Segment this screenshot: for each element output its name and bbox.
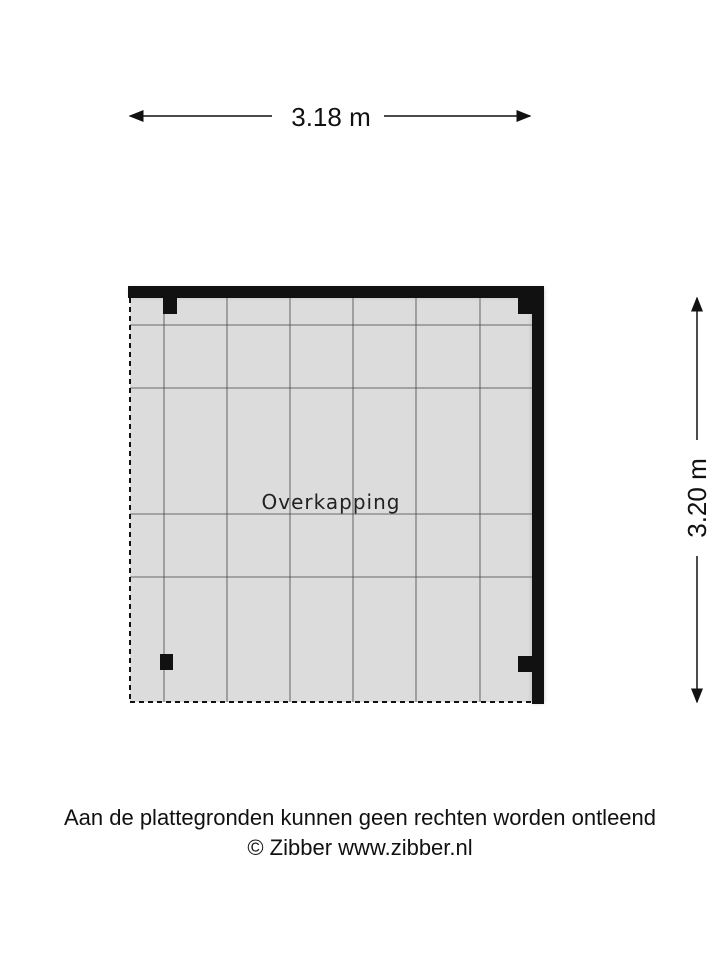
footer-copyright: © Zibber www.zibber.nl bbox=[247, 835, 473, 860]
room-overkapping bbox=[128, 286, 544, 704]
footer-disclaimer: Aan de plattegronden kunnen geen rechten worden ontleend bbox=[63, 805, 657, 830]
height-dimension-label: 3.20 m bbox=[682, 458, 712, 538]
width-dimension bbox=[130, 102, 530, 132]
post-bottom-right bbox=[518, 656, 532, 672]
post-top-left bbox=[163, 298, 177, 314]
wall-right bbox=[532, 286, 544, 704]
room-label: Overkapping bbox=[261, 490, 401, 514]
width-dimension-label: 3.18 m bbox=[291, 102, 371, 132]
wall-top bbox=[128, 286, 544, 298]
post-top-right bbox=[518, 298, 532, 314]
post-bottom-left bbox=[160, 654, 173, 670]
height-dimension bbox=[682, 298, 712, 702]
